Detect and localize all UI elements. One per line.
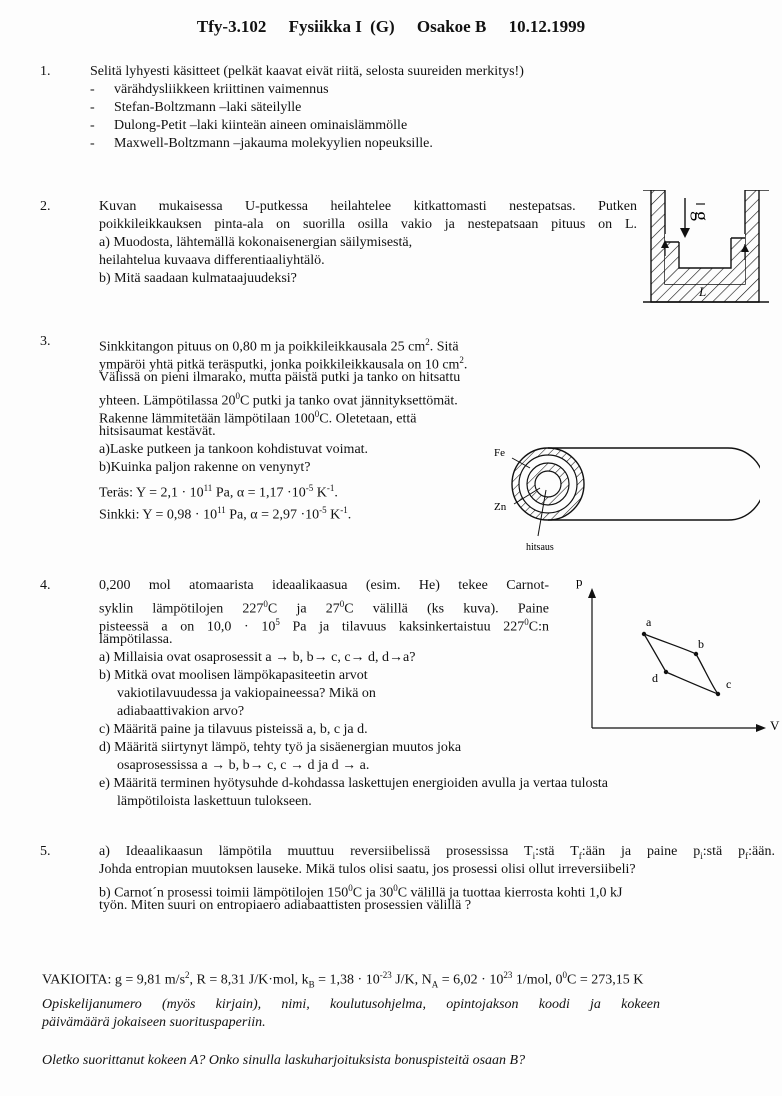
label-d: d	[652, 671, 658, 685]
q4-item-e: e) Määritä terminen hyötysuhde d-kohdassa laskettujen energioiden avulla ja vertaa tulosta	[99, 776, 609, 791]
question-1	[90, 63, 524, 153]
question-4	[99, 577, 609, 811]
q4-line: syklin lämpötilojen $227^0C$ ja $27^0C$ välillä (ks kuva). Paine	[99, 599, 549, 617]
label-a: a	[646, 615, 652, 629]
length-label: L	[699, 284, 707, 299]
q1-number: 1.	[40, 64, 51, 79]
steel-constants: Teräs: $Y = 2,1 \cdot 10^{11}$ Pa, $\alpha = 1,17 \cdot 10^{-5}$ $K^{-1}$.	[99, 483, 338, 501]
point-c	[716, 692, 720, 696]
q4-item-d: osaprosessissa a → b, b→ c, c → d ja d → a.	[117, 758, 370, 773]
point-d	[664, 670, 668, 674]
q5-line: Johda entropian muutoksen lauseke. Mikä tulos olisi saatu, jos prosessi olisi ollut irreversiibeli?	[99, 862, 636, 877]
q3-line: Rakenne lämmitetään lämpötilaan $100^0C$. Oletetaan, että	[99, 409, 417, 427]
q1-item: - värähdysliikkeen kriittinen vaimennus	[90, 81, 524, 99]
fe-label: Fe	[494, 447, 505, 459]
q2-line: poikkileikkauksen pinta-ala on suorilla osilla vakio ja nestepatsaan pituus on L.	[99, 217, 637, 232]
label-c: c	[726, 677, 732, 691]
question-5	[99, 843, 775, 915]
zn-label: Zn	[494, 501, 507, 513]
q4-item-d: d) Määritä siirtynyt lämpö, tehty työ ja sisäenergian muutos joka	[99, 740, 462, 755]
question-2	[99, 198, 637, 288]
footer-line: päivämäärä jokaiseen suorituspaperiin.	[42, 1015, 266, 1030]
point-a	[642, 632, 646, 636]
q1-list	[90, 81, 524, 153]
zinc-constants: Sinkki: $Y = 0,98 \cdot 10^{11}$ Pa, $\alpha = 2,97 \cdot 10^{-5}$ $K^{-1}$.	[99, 505, 352, 523]
exam-header	[0, 18, 782, 36]
arrow-right-icon	[756, 724, 766, 732]
weld-label: hitsaus	[526, 542, 554, 553]
course-code: Tfy-3.102	[196, 17, 267, 36]
q4-line: lämpötilassa.	[99, 632, 173, 647]
carnot-cycle	[644, 634, 718, 694]
q3-line: ympäröi yhtä pitkä teräsputki, jonka poikkileikkausala on 10 $cm^2$.	[99, 355, 468, 373]
q3-line: Sinkkitangon pituus on 0,80 m ja poikkileikkausala 25 $cm^2$. Sitä	[99, 337, 459, 355]
q4-line: 0,200 mol atomaarista ideaalikaasua (esim. He) tekee Carnot-	[99, 578, 549, 593]
q2-line: b) Mitä saadaan kulmataajuudeksi?	[99, 271, 297, 286]
q3-line: b)Kuinka paljon rakenne on venynyt?	[99, 460, 311, 475]
q4-item-b: vakiotilavuudessa ja vakiopaineessa? Mikä on	[117, 686, 376, 701]
q3-line: Välissä on pieni ilmarako, mutta päistä putki ja tanko on hitsattu	[99, 370, 461, 385]
gravity-label: g	[690, 211, 712, 221]
q5-number: 5.	[40, 844, 51, 859]
q4-item-e: lämpötiloista laskettuun tulokseen.	[117, 794, 312, 809]
q1-item: - Dulong-Petit –laki kiinteän aineen ominaislämmölle	[90, 117, 524, 135]
q1-item: - Stefan-Boltzmann –laki säteilylle	[90, 99, 524, 117]
q1-intro: Selitä lyhyesti käsitteet (pelkät kaavat eivät riitä, selosta suureiden merkitys!)	[90, 64, 524, 79]
q3-number: 3.	[40, 334, 51, 349]
q5-line: työn. Miten suuri on entropiaero adiabaattisten prosessien välillä ?	[99, 898, 472, 913]
constants-line: VAKIOITA: g = 9,81 $m/s^2$, R = 8,31 J/K·mol, $k_B = 1,38 \cdot 10^{-23}$ J/K, $N_A = 6,02 \cdot 10^{23}$ 1/mol, $0^0C = 273,15$ K	[42, 970, 644, 990]
footer-line: Opiskelijanumero (myös kirjain), nimi, koulutusohjelma, opintojakson koodi ja kokeen	[42, 997, 660, 1012]
q2-line: heilahtelua kuvaava differentiaaliyhtälö.	[99, 253, 325, 268]
q3-line: yhteen. Lämpötilassa $20^0C$ putki ja tanko ovat jännityksettömät.	[99, 391, 458, 409]
v-axis-label: V	[770, 718, 780, 733]
q4-item-b: adiabaattivakion arvo?	[117, 704, 245, 719]
p-axis-label: p	[576, 574, 583, 589]
q1-item: - Maxwell-Boltzmann –jakauma molekyylien nopeuksille.	[90, 135, 524, 153]
q4-item-b: b) Mitkä ovat moolisen lämpökapasiteetin arvot	[99, 668, 368, 683]
exam-date: 10.12.1999	[508, 17, 586, 36]
q4-item-c: c) Määritä paine ja tilavuus pisteissä a, b, c ja d.	[99, 722, 368, 737]
point-b	[694, 652, 698, 656]
q4-item-a: a) Millaisia ovat osaprosessit a → b, b→ c, c→ d, d→a?	[99, 650, 416, 665]
label-b: b	[698, 637, 704, 651]
q5-line: a) Ideaalikaasun lämpötila muuttuu reversiibelissä prosessissa $T_i:stä$ $T_f:ään$ ja paine $p_i:stä$ $p_f:ään$.	[99, 844, 775, 861]
q3-line: a)Laske putkeen ja tankoon kohdistuvat voimat.	[99, 442, 369, 457]
q5-line: b) Carnot´n prosessi toimii lämpötilojen $150^0C$ ja $30^0C$ välillä ja tuottaa kierrosta kohti 1,0 kJ	[99, 883, 623, 901]
q2-line: a) Muodosta, lähtemällä kokonaisenergian säilymisestä,	[99, 235, 413, 250]
q4-line: pisteessä a on $10,0 \cdot 10^5$ Pa ja tilavuus kaksinkertaistuu $227^0C:n$	[99, 617, 549, 635]
q2-number: 2.	[40, 199, 51, 214]
exam-name: Osakoe B	[416, 17, 487, 36]
pv-diagram	[570, 570, 782, 740]
q4-number: 4.	[40, 578, 51, 593]
u-tube-figure	[643, 190, 769, 314]
rod-tube-figure	[488, 438, 760, 556]
course-name: Fysiikka I (G)	[288, 17, 395, 36]
footer-question: Oletko suorittanut kokeen A? Onko sinulla laskuharjoituksista bonuspisteitä osaan B?	[42, 1053, 526, 1068]
q3-line: hitsisaumat kestävät.	[99, 424, 216, 439]
arrow-up-icon	[588, 588, 596, 598]
footer-note	[42, 996, 660, 1032]
q2-line: Kuvan mukaisessa U-putkessa heilahtelee kitkattomasti nestepatsas. Putken	[99, 199, 637, 214]
